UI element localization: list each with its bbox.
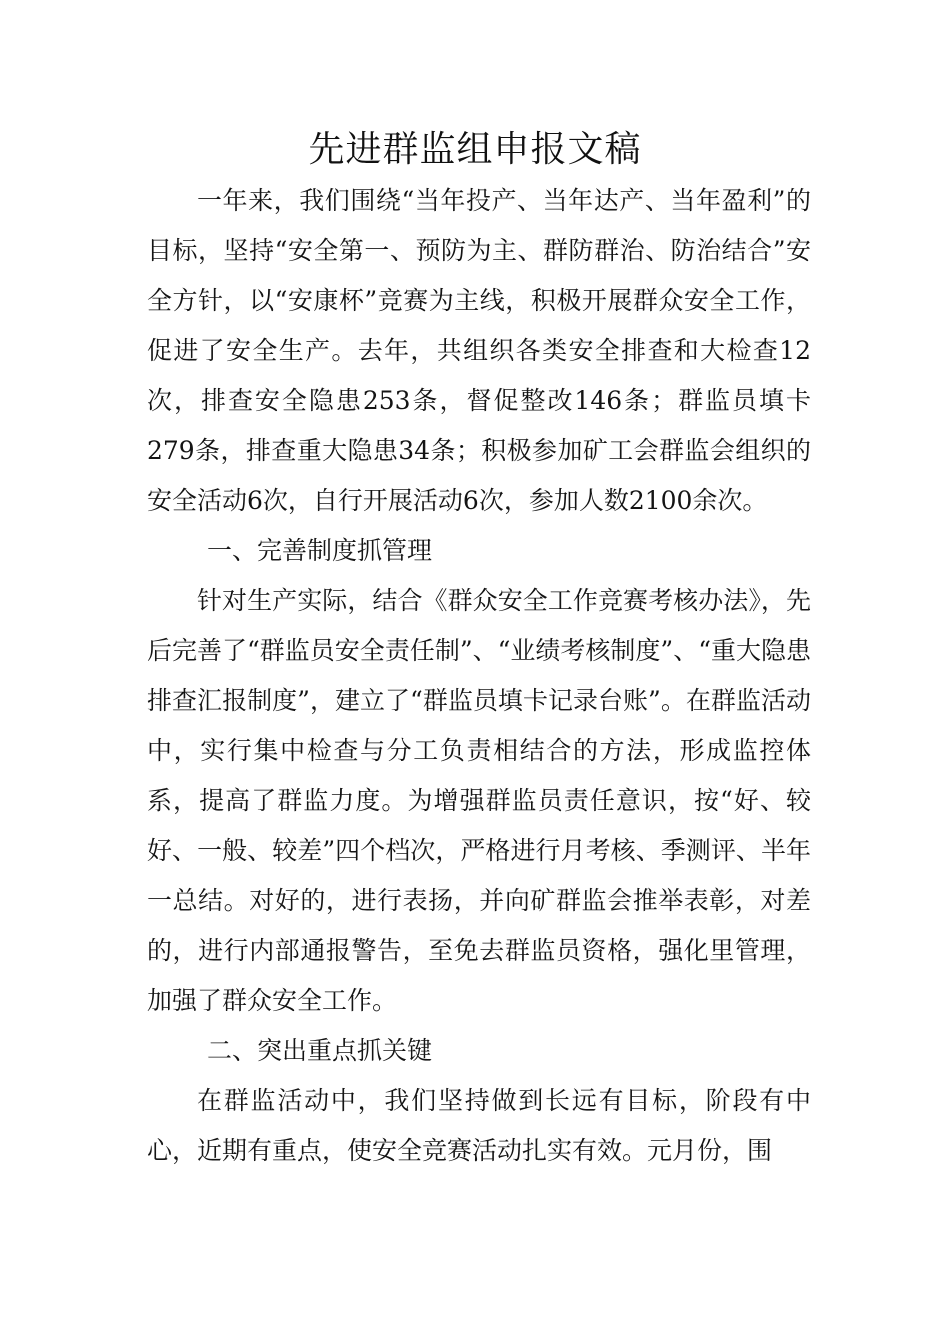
section-2-paragraph: 在群监活动中，我们坚持做到长远有目标，阶段有中心，近期有重点，使安全竞赛活动扎实有效。元月份，围	[147, 1086, 811, 1165]
document-body	[147, 176, 811, 1176]
section-1-paragraph: 针对生产实际，结合《群众安全工作竞赛考核办法》，先后完善了“群监员安全责任制”、“业绩考核制度”、“重大隐患排查汇报制度”，建立了“群监员填卡记录台账”。在群监活动中，实行集中检查与分工负责相结合的方法，形成监控体系，提高了群监力度。为增强群监员责任意识，按“好、较好、一般、较差”四个档次，严格进行月考核、季测评、半年一总结。对好的，进行表扬，并向矿群监会推举表彰，对差的，进行内部通报警告，至免去群监员资格，强化里管理，加强了群众安全工作。	[147, 586, 811, 1015]
document-title: 先进群监组申报文稿	[308, 129, 642, 170]
intro-paragraph: 一年来，我们围绕“当年投产、当年达产、当年盈利”的目标，坚持“安全第一、预防为主、群防群治、防治结合”安全方针，以“安康杯”竞赛为主线，积极开展群众安全工作，促进了安全生产。去年，共组织各类安全排查和大检查12次，排查安全隐患253条，督促整改146条；群监员填卡279条，排查重大隐患34条；积极参加矿工会群监会组织的安全活动6次，自行开展活动6次，参加人数2100余次。	[147, 186, 811, 515]
section-heading-1: 一、完善制度抓管理	[207, 536, 433, 565]
section-heading-2: 二、突出重点抓关键	[207, 1036, 433, 1065]
